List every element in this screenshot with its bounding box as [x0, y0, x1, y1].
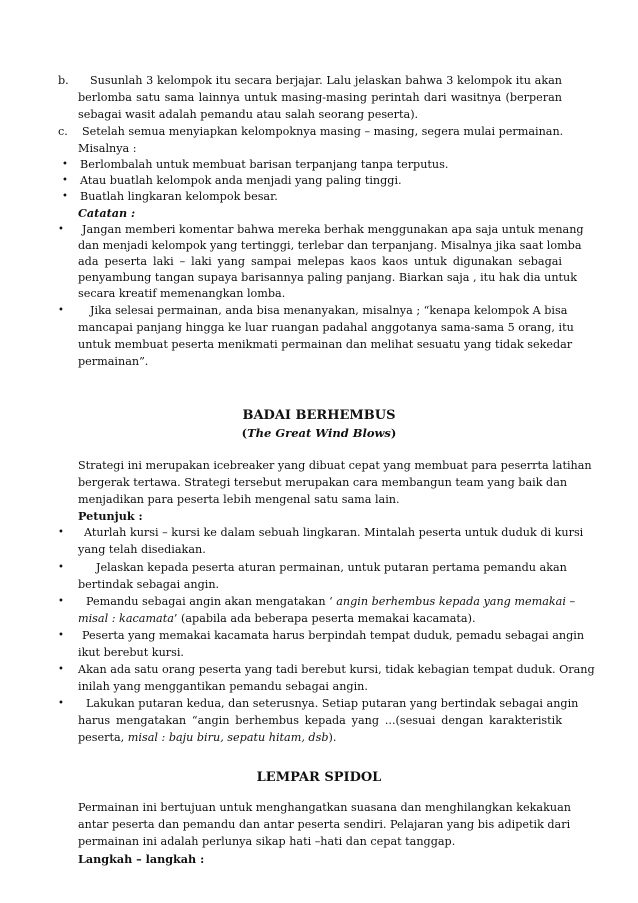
step-text-part: peserta, — [78, 731, 128, 744]
langkah-label: Langkah – langkah : — [78, 852, 205, 866]
bullet-icon: • — [58, 698, 64, 709]
step-text: inilah yang menggantikan pemandu sebagai angin. — [78, 680, 368, 693]
step-text-part: Pemandu sebagai angin akan mengatakan ‘ — [86, 595, 337, 608]
step-text-emphasis: angin berhembus kepada yang memakai – — [336, 595, 576, 608]
step-text: Aturlah kursi – kursi ke dalam sebuah lingkaran. Mintalah peserta untuk duduk di kursi — [84, 526, 584, 539]
item-b-text: Susunlah 3 kelompok itu secara berjajar. Lalu jelaskan bahwa 3 kelompok itu akan — [90, 74, 562, 87]
item-c-text: Misalnya : — [78, 142, 137, 155]
intro-text: Strategi ini merupakan icebreaker yang dibuat cepat yang membuat para peserrta latihan — [78, 459, 592, 472]
item-b-text: sebagai wasit adalah pemandu atau salah seorang peserta). — [78, 108, 419, 121]
note-text: penyambung tangan supaya barisannya paling panjang. Biarkan saja , itu hak dia untuk — [78, 271, 578, 284]
note-text: secara kreatif memenangkan lomba. — [78, 287, 286, 300]
bullet-icon: • — [62, 159, 68, 170]
list-item-text: Buatlah lingkaran kelompok besar. — [80, 190, 278, 203]
step-text: Jelaskan kepada peserta aturan permainan, untuk putaran pertama pemandu akan — [96, 561, 567, 574]
step-text-emphasis: misal : kacamata — [78, 612, 174, 625]
section-title: LEMPAR SPIDOL — [256, 770, 382, 785]
step-text: Lakukan putaran kedua, dan seterusnya. Setiap putaran yang bertindak sebagai angin — [86, 697, 579, 710]
bullet-icon: • — [58, 630, 64, 641]
item-c-text: Setelah semua menyiapkan kelompoknya masing – masing, segera mulai permainan. — [82, 125, 564, 138]
bullet-icon: • — [58, 664, 64, 675]
petunjuk-label: Petunjuk : — [78, 509, 143, 523]
step-text: ikut berebut kursi. — [78, 646, 184, 659]
note-text: mancapai panjang hingga ke luar ruangan padahal anggotanya sama-sama 5 orang, itu — [78, 321, 574, 334]
step-text: yang telah disediakan. — [78, 543, 206, 556]
item-b-text: berlomba satu sama lainnya untuk masing-masing perintah dari wasitnya (berperan — [78, 91, 562, 104]
section-subtitle: (The Great Wind Blows) — [241, 426, 397, 440]
catatan-label: Catatan : — [78, 206, 136, 220]
note-text: ada peserta laki – laki yang sampai melepas kaos kaos untuk digunakan sebagai — [78, 255, 562, 268]
list-item-text: Atau buatlah kelompok anda menjadi yang paling tinggi. — [80, 174, 402, 187]
step-text-part: ’ (apabila ada beberapa peserta memakai kacamata). — [173, 612, 476, 625]
note-text: Jangan memberi komentar bahwa mereka berhak menggunakan apa saja untuk menang — [82, 223, 584, 236]
intro-text: bergerak tertawa. Strategi tersebut merupakan cara membangun team yang baik dan — [78, 476, 568, 489]
step-text — [86, 594, 575, 610]
step-text — [78, 611, 476, 627]
bullet-icon: • — [58, 224, 64, 235]
bullet-icon: • — [62, 175, 68, 186]
step-text-part: ). — [328, 731, 337, 744]
bullet-icon: • — [58, 596, 64, 607]
note-text: untuk membuat peserta menikmati permainan dan melihat sesuatu yang tidak sekedar — [78, 338, 573, 351]
step-text: harus mengatakan “angin berhembus kepada yang ...(sesuai dengan karakteristik — [78, 714, 562, 727]
intro-text: permainan ini adalah perlunya sikap hati –hati dan cepat tanggap. — [78, 835, 456, 848]
item-c-marker: c. — [58, 125, 68, 138]
section-title: BADAI BERHEMBUS — [242, 408, 396, 423]
bullet-icon: • — [58, 562, 64, 573]
step-text: Peserta yang memakai kacamata harus berpindah tempat duduk, pemadu sebagai angin — [82, 629, 585, 642]
step-text: Akan ada satu orang peserta yang tadi berebut kursi, tidak kebagian tempat duduk. Orang — [78, 663, 595, 676]
intro-text: menjadikan para peserta lebih mengenal satu sama lain. — [78, 493, 400, 506]
bullet-icon: • — [62, 191, 68, 202]
note-text: permainan”. — [78, 355, 149, 368]
step-text-emphasis: misal : baju biru, sepatu hitam, dsb — [127, 731, 329, 744]
bullet-icon: • — [58, 527, 64, 538]
note-text: dan menjadi kelompok yang tertinggi, terlebar dan terpanjang. Misalnya jika saat lomba — [78, 239, 582, 252]
subtitle-text: The Great Wind Blows — [247, 426, 391, 440]
bullet-icon: • — [58, 305, 64, 316]
step-text: bertindak sebagai angin. — [78, 578, 220, 591]
note-text: Jika selesai permainan, anda bisa menanyakan, misalnya ; “kenapa kelompok A bisa — [90, 304, 568, 317]
step-text — [78, 730, 336, 746]
list-item-text: Berlombalah untuk membuat barisan terpanjang tanpa terputus. — [80, 158, 449, 171]
intro-text: antar peserta dan pemandu dan antar peserta sendiri. Pelajaran yang bis adipetik dari — [78, 818, 571, 831]
item-b-marker: b. — [58, 74, 69, 87]
intro-text: Permainan ini bertujuan untuk menghangatkan suasana dan menghilangkan kekakuan — [78, 801, 571, 814]
